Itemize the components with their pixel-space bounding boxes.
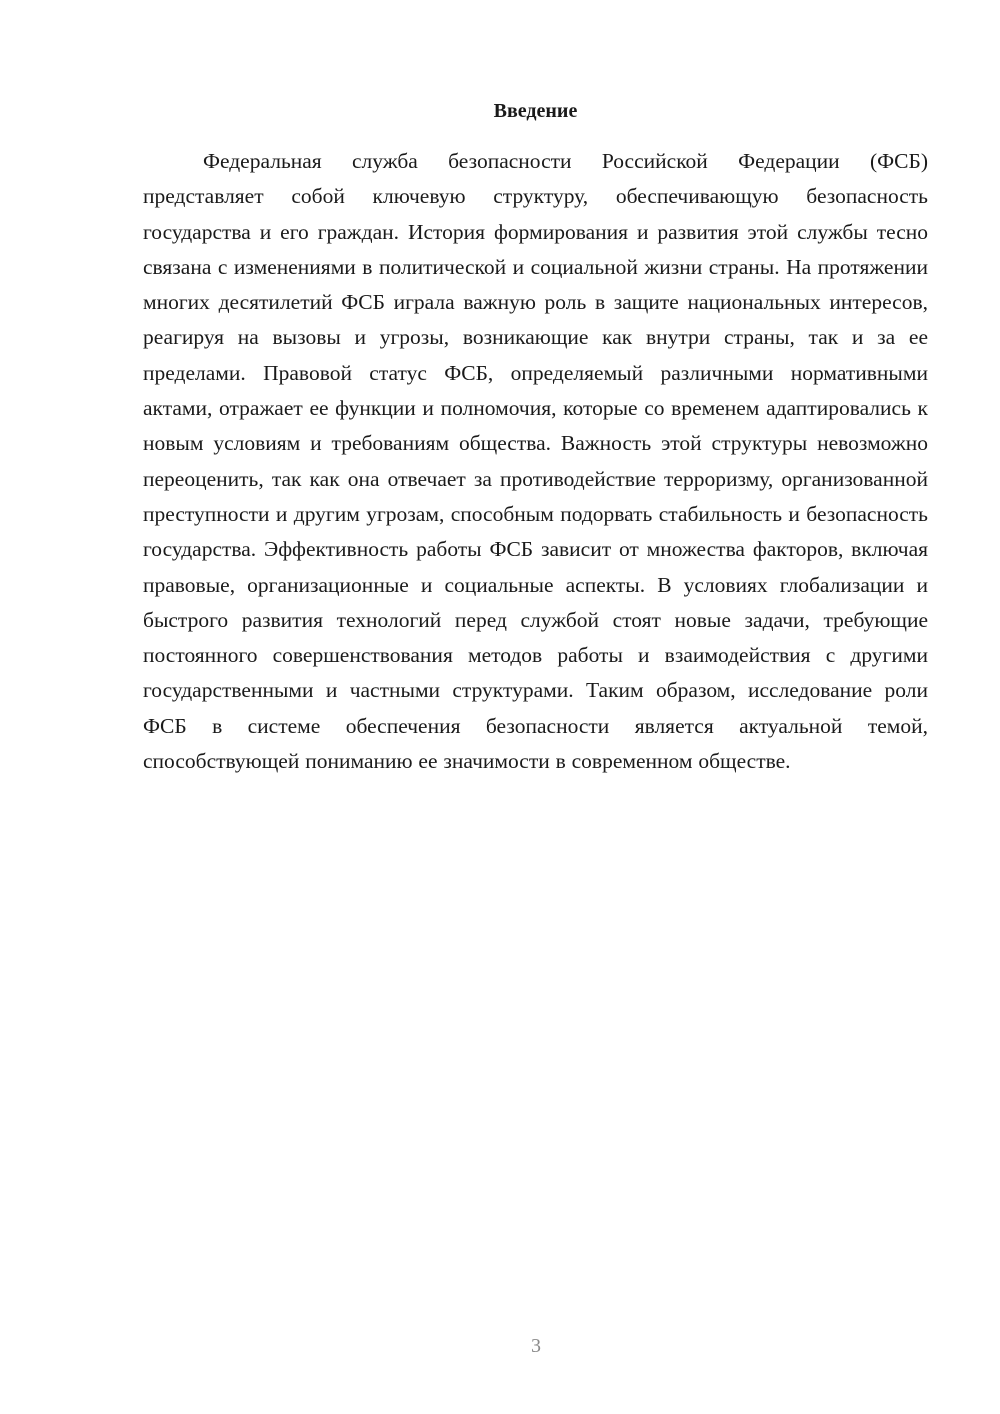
page-number: 3 (531, 1335, 541, 1357)
section-heading: Введение (493, 100, 578, 122)
body-paragraph: Федеральная служба безопасности Российской Федерации (ФСБ) представляет собой ключевую структуру, обеспечивающую безопасность государства и его граждан. История формирования и развития этой службы тесно связана с изменениями в политической и социальной жизни страны. На протяжении многих десятилетий ФСБ играла важную роль в защите национальных интересов, реагируя на вызовы и угрозы, возникающие как внутри страны, так и за ее пределами. Правовой статус ФСБ, определяемый различными нормативными актами, отражает ее функции и полномочия, которые со временем адаптировались к новым условиям и требованиям общества. Важность этой структуры невозможно переоценить, так как она отвечает за противодействие терроризму, организованной преступности и другим угрозам, способным подорвать стабильность и безопасность государства. Эффективность работы ФСБ зависит от множества факторов, включая правовые, организационные и социальные аспекты. В условиях глобализации и быстрого развития технологий перед службой стоят новые задачи, требующие постоянного совершенствования методов работы и взаимодействия с другими государственными и частными структурами. Таким образом, исследование роли ФСБ в системе обеспечения безопасности является актуальной темой, способствующей пониманию ее значимости в современном обществе. (143, 149, 928, 774)
